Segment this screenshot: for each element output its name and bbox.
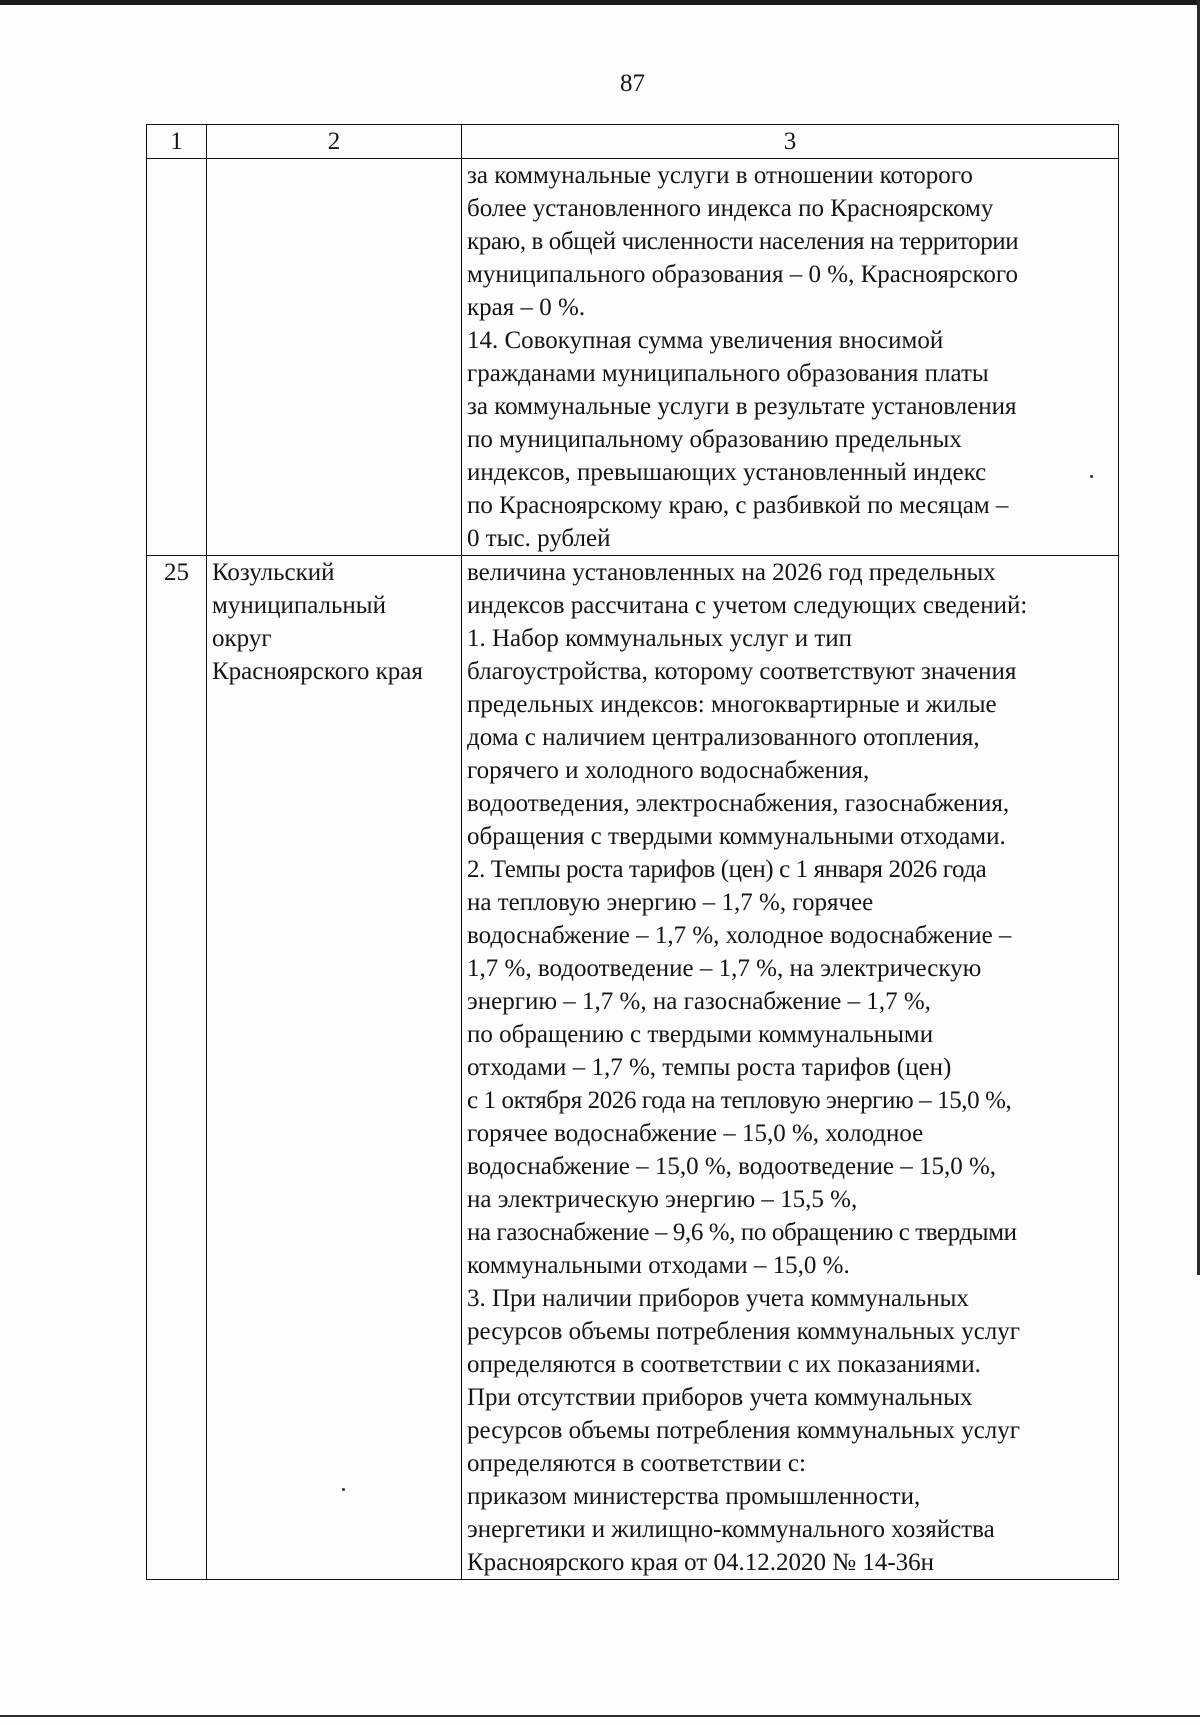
content-line: Красноярского края от 04.12.2020 № 14-36н (467, 1549, 935, 1576)
content-line: величина установленных на 2026 год предельных (467, 559, 996, 586)
row-content-cell (462, 159, 1119, 556)
content-line: гражданами муниципального образования платы (467, 360, 989, 387)
content-line: на газоснабжение – 9,6 %, по обращению с твердыми (467, 1219, 1017, 1246)
page-number: 87 (620, 70, 645, 97)
indices-table (146, 124, 1119, 1580)
content-line: коммунальными отходами – 15,0 %. (467, 1252, 850, 1279)
content-line: приказом министерства промышленности, (467, 1483, 921, 1510)
content-line: водоотведения, электроснабжения, газоснабжения, (467, 790, 1010, 817)
content-line: энергию – 1,7 %, на газоснабжение – 1,7 %, (467, 988, 931, 1015)
content-line: края – 0 %. (467, 294, 586, 321)
content-line: отходами – 1,7 %, темпы роста тарифов (цен) (467, 1054, 952, 1081)
municipality-name-cell (207, 556, 462, 1580)
content-line: определяются в соответствии с: (467, 1450, 806, 1477)
municipality-name-line: Красноярского края (212, 658, 423, 685)
municipality-name-line: муниципальный (212, 592, 386, 619)
content-line: за коммунальные услуги в отношении которого (467, 162, 973, 189)
content-line: муниципального образования – 0 %, Красноярского (467, 261, 1018, 288)
content-line: При отсутствии приборов учета коммунальных (467, 1384, 973, 1411)
municipality-name-cell (207, 159, 462, 556)
content-line: по Красноярскому краю, с разбивкой по месяцам – (467, 492, 1009, 519)
content-line: обращения с твердыми коммунальными отходами. (467, 823, 1006, 850)
scan-speck (342, 1488, 345, 1491)
content-line: 3. При наличии приборов учета коммунальных (467, 1285, 969, 1312)
content-line: водоснабжение – 1,7 %, холодное водоснабжение – (467, 922, 1012, 949)
content-line: предельных индексов: многоквартирные и жилые (467, 691, 997, 718)
content-line: благоустройства, которому соответствуют значения (467, 658, 1017, 685)
content-line: на тепловую энергию – 1,7 %, горячее (467, 889, 874, 916)
content-line: определяются в соответствии с их показаниями. (467, 1351, 981, 1378)
content-line: индексов, превышающих установленный индекс (467, 459, 987, 486)
content-line: 0 тыс. рублей (467, 525, 611, 552)
content-line: краю, в общей численности населения на территории (467, 228, 1019, 255)
row-content-cell (462, 556, 1119, 1580)
content-line: с 1 октября 2026 года на тепловую энергию – 15,0 %, (467, 1087, 1012, 1114)
content-line: на электрическую энергию – 15,5 %, (467, 1186, 858, 1213)
scan-top-edge (0, 0, 1200, 5)
scan-speck (1090, 475, 1093, 478)
table-row (147, 159, 1119, 556)
header-col-1: 1 (147, 125, 207, 159)
content-line: более установленного индекса по Красноярскому (467, 195, 994, 222)
content-line: по обращению с твердыми коммунальными (467, 1021, 934, 1048)
content-line: за коммунальные услуги в результате установления (467, 393, 1017, 420)
municipality-name-line: Козульский (212, 559, 335, 586)
content-line: 2. Темпы роста тарифов (цен) с 1 января 2026 года (467, 856, 987, 883)
content-line: 14. Совокупная сумма увеличения вносимой (467, 327, 944, 354)
content-line: ресурсов объемы потребления коммунальных услуг (467, 1318, 1021, 1345)
header-col-2: 2 (207, 125, 462, 159)
row-number (147, 159, 207, 556)
municipality-name-line: округ (212, 625, 272, 652)
table-row (147, 556, 1119, 1580)
scan-bottom-edge (0, 1715, 1200, 1717)
content-line: индексов рассчитана с учетом следующих сведений: (467, 592, 1028, 619)
row-number: 25 (147, 556, 207, 1580)
content-line: дома с наличием централизованного отопления, (467, 724, 980, 751)
content-line: 1,7 %, водоотведение – 1,7 %, на электрическую (467, 955, 982, 982)
content-line: 1. Набор коммунальных услуг и тип (467, 625, 853, 652)
content-line: ресурсов объемы потребления коммунальных услуг (467, 1417, 1021, 1444)
content-line: водоснабжение – 15,0 %, водоотведение – 15,0 %, (467, 1153, 997, 1180)
content-line: горячего и холодного водоснабжения, (467, 757, 870, 784)
content-line: энергетики и жилищно-коммунального хозяйства (467, 1516, 995, 1543)
content-line: горячее водоснабжение – 15,0 %, холодное (467, 1120, 924, 1147)
content-line: по муниципальному образованию предельных (467, 426, 962, 453)
table-header-row (147, 125, 1119, 159)
header-col-3: 3 (462, 125, 1119, 159)
